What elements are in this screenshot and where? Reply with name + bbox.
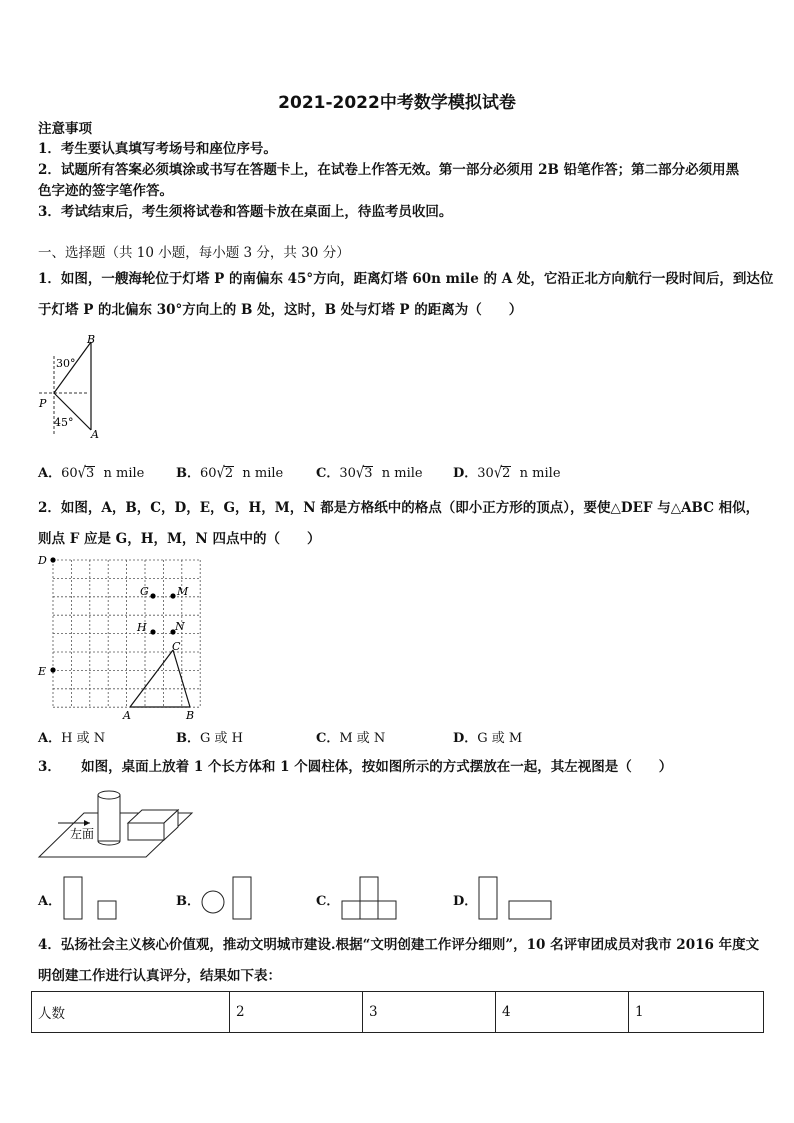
q3-option-c-figure <box>340 875 400 923</box>
q1-label-p: P <box>39 397 47 410</box>
q2-grid-figure <box>36 552 202 724</box>
q3-option-c[interactable]: C． <box>316 894 340 909</box>
q2-option-d[interactable]: D．G 或 M <box>453 731 523 746</box>
table-cell: 4 <box>496 992 629 1033</box>
q1-option-a[interactable]: A．60√3 n mile <box>38 464 145 483</box>
notice-item-2-cont: 色字迹的签字笔作答。 <box>38 183 173 199</box>
notice-heading: 注意事项 <box>38 121 92 137</box>
q2-option-c[interactable]: C．M 或 N <box>316 731 386 746</box>
section-heading: 一、选择题（共 10 小题，每小题 3 分，共 30 分） <box>38 245 350 261</box>
q2-option-a[interactable]: A．H 或 N <box>38 731 106 746</box>
q3-option-a-figure <box>62 875 122 923</box>
table-cell: 2 <box>230 992 363 1033</box>
q2-label-e: E <box>38 665 47 678</box>
q4-line1: 4．弘扬社会主义核心价值观，推动文明城市建设.根据“文明创建工作评分细则”，10 名评审团成员对我市 2016 年度文 <box>38 937 760 953</box>
q2-label-m: M <box>177 585 189 598</box>
q3-option-d-figure <box>477 875 557 923</box>
q3-line1: 3． 如图，桌面上放着 1 个长方体和 1 个圆柱体，按如图所示的方式摆放在一起，其左视图是（ ） <box>38 759 673 775</box>
q2-label-a: A <box>123 709 131 722</box>
q2-option-b[interactable]: B．G 或 H <box>176 731 243 746</box>
notice-item-3: 3．考试结束后，考生须将试卷和答题卡放在桌面上，待监考员收回。 <box>38 204 453 220</box>
q1-line1: 1．如图，一艘海轮位于灯塔 P 的南偏东 45°方向，距离灯塔 60n mile 的 A 处，它沿正北方向航行一段时间后，到达位 <box>38 271 774 287</box>
q2-label-b: B <box>186 709 195 722</box>
q3-option-b[interactable]: B． <box>176 894 200 909</box>
q2-label-h: H <box>137 621 147 634</box>
q3-option-b-figure <box>200 875 260 923</box>
q3-left-face-label: 左面 <box>70 827 95 841</box>
table-cell: 1 <box>629 992 764 1033</box>
q1-figure <box>36 330 108 442</box>
q1-line2: 于灯塔 P 的北偏东 30°方向上的 B 处，这时，B 处与灯塔 P 的距离为（ ） <box>38 302 523 318</box>
q3-option-a[interactable]: A． <box>38 894 62 909</box>
q3-option-d[interactable]: D． <box>453 894 478 909</box>
q1-option-b[interactable]: B．60√2 n mile <box>176 464 284 483</box>
q1-angle-30: 30° <box>56 357 76 370</box>
q3-solids-figure <box>36 785 196 861</box>
q1-option-d[interactable]: D．30√2 n mile <box>453 464 561 483</box>
table-cell: 人数 <box>32 992 230 1033</box>
table-cell: 3 <box>363 992 496 1033</box>
q1-label-b: B <box>87 333 96 346</box>
q4-line2: 明创建工作进行认真评分，结果如下表： <box>38 968 281 984</box>
q2-label-g: G <box>140 585 149 598</box>
q1-angle-45: 45° <box>54 416 74 429</box>
q1-label-a: A <box>91 428 99 441</box>
q1-option-c[interactable]: C．30√3 n mile <box>316 464 423 483</box>
table-row <box>32 992 764 1033</box>
notice-item-1: 1．考生要认真填写考场号和座位序号。 <box>38 141 277 157</box>
q2-line1: 2．如图，A，B，C，D，E，G，H，M，N 都是方格纸中的格点（即小正方形的顶点），要使△DEF 与△ABC 相似， <box>38 500 760 516</box>
notice-item-2: 2．试题所有答案必须填涂或书写在答题卡上，在试卷上作答无效。第一部分必须用 2B 铅笔作答；第二部分必须用黑 <box>38 162 740 178</box>
q4-score-table <box>31 991 764 1033</box>
q2-line2: 则点 F 应是 G，H，M，N 四点中的（ ） <box>38 531 321 547</box>
page-title: 2021-2022中考数学模拟试卷 <box>278 93 516 113</box>
q2-label-c: C <box>172 640 181 653</box>
q2-label-d: D <box>38 554 47 567</box>
q2-label-n: N <box>175 620 185 633</box>
